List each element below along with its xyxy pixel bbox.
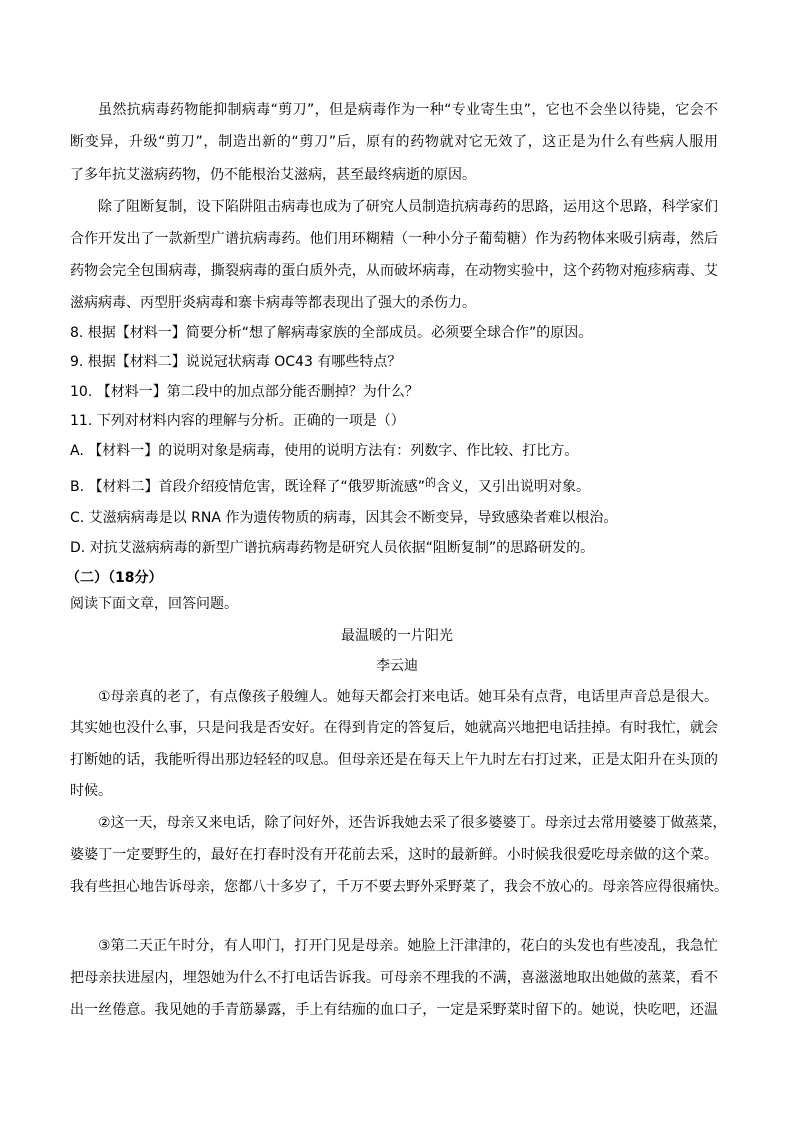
article-paragraph-line: 出一丝倦意。我见她的手青筋暴露，手上有结痂的血口子，一定是采野菜时留下的。她说，快吃吧，还温 [70, 1002, 718, 1018]
article-paragraph-line: 把母亲扶进屋内，埋怨她为什么不打电话告诉我。可母亲不理我的不满，喜滋滋地取出她做的蒸菜，看不 [70, 970, 718, 986]
paragraph-line: 虽然抗病毒药物能抑制病毒“剪刀”，但是病毒作为一种“专业寄生虫”，它也不会坐以待毙，它会不 [98, 102, 718, 118]
option-b [70, 477, 590, 497]
option-b-raised-char: 的 [425, 476, 437, 489]
article-paragraph-line: 其实她也没什么事，只是问我是否安好。在得到肯定的答复后，她就高兴地把电话挂掉。有时我忙，就会 [70, 720, 718, 736]
question-10: 10. 【材料一】第二段中的加点部分能否删掉？为什么？ [70, 384, 419, 400]
option-b-text-before: B. 【材料二】首段介绍疫情危害，既诠释了“俄罗斯流感” [70, 479, 426, 495]
paragraph-line: 除了阻断复制，设下陷阱阻击病毒也成为了研究人员制造抗病毒药的思路，运用这个思路，科学家们 [98, 199, 718, 215]
paragraph-line: 滋病病毒、丙型肝炎病毒和寨卡病毒等都表现出了强大的杀伤力。 [70, 295, 476, 311]
option-d: D. 对抗艾滋病病毒的新型广谱抗病毒药物是研究人员依据“阻断复制”的思路研发的。 [70, 540, 595, 556]
paragraph-line: 合作开发出了一款新型广谱抗病毒药。他们用环糊精（一种小分子葡萄糖）作为药物体来吸引病毒，然后 [70, 231, 718, 247]
article-title: 最温暖的一片阳光 [341, 628, 453, 644]
article-paragraph-line: 婆婆丁一定要野生的，最好在打春时没有开花前去采，这时的最新鲜。小时候我很爱吃母亲做的这个菜。 [70, 847, 718, 863]
section-heading: （二）（18分） [66, 570, 163, 586]
article-paragraph-line: 时候。 [70, 783, 112, 799]
article-paragraph-line: 打断她的话，我能听得出那边轻轻的叹息。但母亲还是在每天上午九时左右打过来，正是太阳升在头顶的 [70, 752, 718, 768]
article-paragraph-line: 我有些担心地告诉母亲，您都八十多岁了，千万不要去野外采野菜了，我会不放心的。母亲答应得很痛快。 [70, 879, 728, 895]
paragraph-line: 药物会完全包围病毒，撕裂病毒的蛋白质外壳，从而破坏病毒，在动物实验中，这个药物对疱疹病毒、艾 [70, 263, 718, 279]
paragraph-line: 断变异，升级“剪刀”，制造出新的“剪刀”后，原有的药物就对它无效了，这正是为什么有些病人服用 [70, 134, 718, 150]
section-instruction: 阅读下面文章，回答问题。 [70, 596, 238, 612]
question-8: 8. 根据【材料一】简要分析“想了解病毒家族的全部成员。必须要全球合作”的原因。 [70, 325, 593, 341]
question-9: 9. 根据【材料二】说说冠状病毒 OC43 有哪些特点？ [70, 354, 402, 370]
article-paragraph-line: ②这一天，母亲又来电话，除了问好外，还告诉我她去采了很多婆婆丁。母亲过去常用婆婆丁做蒸菜， [98, 815, 727, 831]
article-paragraph-line: ③第二天正午时分，有人叩门，打开门见是母亲。她脸上汗津津的，花白的头发也有些凌乱，我急忙 [98, 938, 718, 954]
question-11: 11. 下列对材料内容的理解与分析。正确的一项是（） [70, 413, 405, 429]
option-c: C. 艾滋病病毒是以 RNA 作为遗传物质的病毒，因其会不断变异，导致感染者难以根治。 [70, 510, 618, 526]
option-b-text-after: 含义，又引出说明对象。 [436, 479, 591, 495]
paragraph-line: 了多年抗艾滋病药物，仍不能根治艾滋病，甚至最终病逝的原因。 [70, 167, 476, 183]
article-author: 李云迪 [376, 658, 418, 674]
article-paragraph-line: ①母亲真的老了，有点像孩子般缠人。她每天都会打来电话。她耳朵有点背，电话里声音总是很大。 [98, 689, 718, 705]
option-a: A. 【材料一】的说明对象是病毒，使用的说明方法有：列数字、作比较、打比方。 [70, 443, 579, 459]
